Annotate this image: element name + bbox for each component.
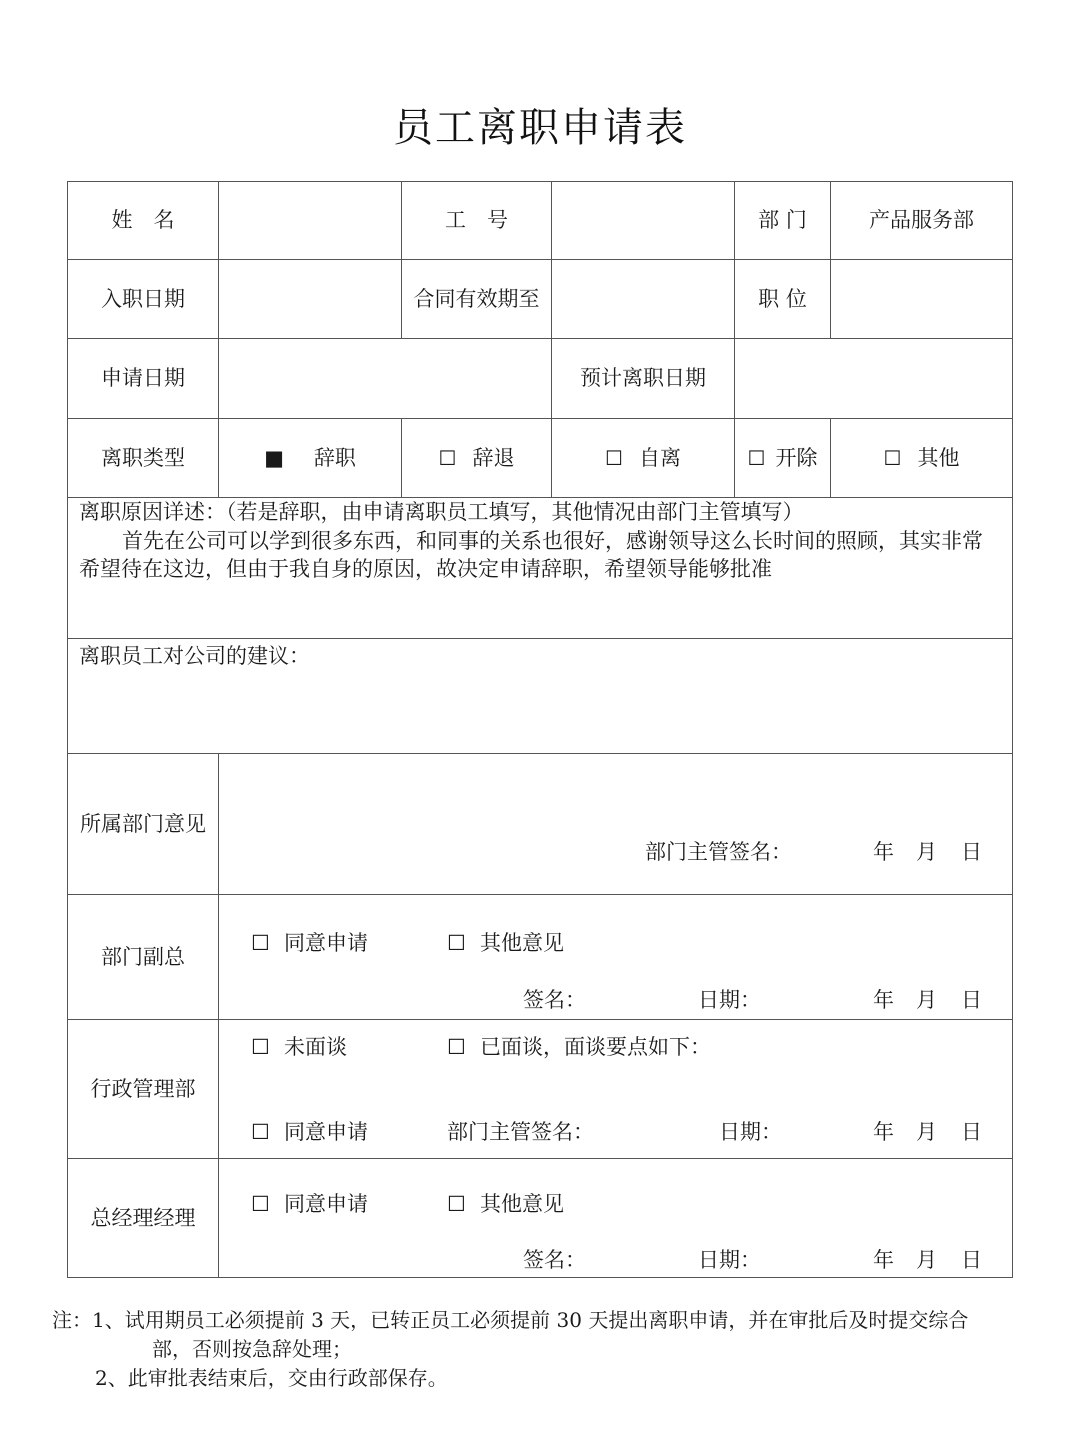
checkbox-icon[interactable]: ☐ <box>251 931 270 955</box>
leave-type-option-fire[interactable] <box>734 418 831 498</box>
note-line-1: 注：1、试用期员工必须提前 3 天，已转正员工必须提前 30 天提出离职申请，并在审批后及时提交综合 <box>52 1308 969 1332</box>
checkbox-icon[interactable]: ☐ <box>447 1035 466 1059</box>
hire-date-field[interactable] <box>218 259 402 339</box>
id-label: 工 号 <box>445 208 508 232</box>
checked-box-icon[interactable]: ■ <box>264 445 284 470</box>
month-label: 月 <box>916 988 937 1012</box>
admin-agree-label: 同意申请 <box>284 1120 368 1144</box>
not-interviewed-label: 未面谈 <box>284 1035 347 1059</box>
deputy-agree-label: 同意申请 <box>284 931 368 955</box>
leave-type-option-label: 自离 <box>638 445 681 470</box>
hire-date-label-cell <box>67 259 219 339</box>
dept-field[interactable] <box>830 181 1013 260</box>
reason-text-line-2: 希望待在这边，但由于我自身的原因，故决定申请辞职，希望领导能够批准 <box>79 557 772 581</box>
suggestion-label: 离职员工对公司的建议： <box>79 644 310 668</box>
contract-label: 合同有效期至 <box>413 286 540 311</box>
dept-value: 产品服务部 <box>869 208 974 232</box>
checkbox-icon[interactable]: ☐ <box>747 446 766 470</box>
form-title: 员工离职申请表 <box>393 105 687 151</box>
hire-date-label: 入职日期 <box>101 286 185 311</box>
id-field[interactable] <box>551 181 735 260</box>
checkbox-icon[interactable]: ☐ <box>251 1035 270 1059</box>
position-label: 职 位 <box>758 286 807 311</box>
contract-field[interactable] <box>551 259 735 339</box>
day-label: 日 <box>961 840 982 864</box>
admin-date-label: 日期： <box>719 1120 782 1144</box>
position-field[interactable] <box>830 259 1013 339</box>
note-line-3: 2、此审批表结束后，交由行政部保存。 <box>95 1366 448 1390</box>
leave-type-option-label: 其他 <box>917 445 960 470</box>
id-label-cell <box>401 181 552 260</box>
day-label: 日 <box>961 1120 982 1144</box>
dept-label: 部 门 <box>758 208 807 232</box>
deputy-date-label: 日期： <box>698 988 761 1012</box>
leave-type-option-resign[interactable] <box>218 418 402 498</box>
expected-date-field[interactable] <box>734 338 1013 419</box>
checkbox-icon[interactable]: ☐ <box>251 1120 270 1144</box>
suggestion-section[interactable] <box>67 638 1013 754</box>
year-label: 年 <box>873 1120 894 1144</box>
expected-date-label-cell <box>551 338 735 419</box>
leave-type-option-self-leave[interactable] <box>551 418 735 498</box>
checkbox-icon[interactable]: ☐ <box>883 446 902 470</box>
year-label: 年 <box>873 988 894 1012</box>
leave-type-option-label: 辞职 <box>313 445 356 470</box>
leave-type-label: 离职类型 <box>101 445 185 470</box>
reason-section[interactable] <box>67 497 1013 639</box>
admin-supervisor-sign-label: 部门主管签名： <box>447 1120 594 1144</box>
name-field[interactable] <box>218 181 402 260</box>
deputy-field[interactable] <box>218 894 1013 1020</box>
checkbox-icon[interactable]: ☐ <box>447 931 466 955</box>
admin-label: 行政管理部 <box>90 1076 196 1101</box>
leave-type-option-label: 辞退 <box>472 445 515 470</box>
leave-type-option-dismiss[interactable] <box>401 418 552 498</box>
contract-label-cell <box>401 259 552 339</box>
year-label: 年 <box>873 840 894 864</box>
checkbox-icon[interactable]: ☐ <box>605 446 623 470</box>
gm-field[interactable] <box>218 1158 1013 1278</box>
year-label: 年 <box>873 1248 894 1272</box>
apply-date-field[interactable] <box>218 338 552 419</box>
gm-sign-label: 签名： <box>523 1248 586 1272</box>
apply-date-label-cell <box>67 338 219 419</box>
dept-opinion-label-cell <box>67 753 219 895</box>
deputy-other-label: 其他意见 <box>480 931 564 955</box>
day-label: 日 <box>961 988 982 1012</box>
name-label-cell <box>67 181 219 260</box>
month-label: 月 <box>916 1120 937 1144</box>
leave-type-option-other[interactable] <box>830 418 1013 498</box>
note-line-2: 部，否则按急辞处理； <box>152 1337 352 1361</box>
leave-type-option-label: 开除 <box>775 445 818 470</box>
deputy-label: 部门副总 <box>101 944 185 969</box>
deputy-sign-label: 签名： <box>523 988 586 1012</box>
dept-opinion-field[interactable] <box>218 753 1013 895</box>
apply-date-label: 申请日期 <box>101 366 185 390</box>
expected-date-label: 预计离职日期 <box>580 366 706 390</box>
supervisor-signature-label: 部门主管签名： <box>645 840 792 864</box>
gm-date-label: 日期： <box>698 1248 761 1272</box>
position-label-cell <box>734 259 831 339</box>
checkbox-icon[interactable]: ☐ <box>438 446 457 470</box>
gm-agree-label: 同意申请 <box>284 1192 368 1216</box>
checkbox-icon[interactable]: ☐ <box>251 1192 270 1216</box>
gm-other-label: 其他意见 <box>480 1192 564 1216</box>
admin-field[interactable] <box>218 1019 1013 1159</box>
dept-opinion-label: 所属部门意见 <box>80 811 206 836</box>
dept-label-cell <box>734 181 831 260</box>
deputy-label-cell <box>67 894 219 1020</box>
reason-text-line-1: 首先在公司可以学到很多东西，和同事的关系也很好，感谢领导这么长时间的照顾，其实非常 <box>122 529 983 553</box>
leave-type-label-cell <box>67 418 219 498</box>
reason-label: 离职原因详述：（若是辞职，由申请离职员工填写，其他情况由部门主管填写） <box>79 500 804 524</box>
month-label: 月 <box>916 840 937 864</box>
interviewed-label: 已面谈，面谈要点如下： <box>480 1035 711 1059</box>
month-label: 月 <box>916 1248 937 1272</box>
gm-label-cell <box>67 1158 219 1278</box>
gm-label: 总经理经理 <box>90 1205 196 1230</box>
name-label: 姓 名 <box>111 208 175 232</box>
admin-label-cell <box>67 1019 219 1159</box>
day-label: 日 <box>961 1248 982 1272</box>
checkbox-icon[interactable]: ☐ <box>447 1192 466 1216</box>
